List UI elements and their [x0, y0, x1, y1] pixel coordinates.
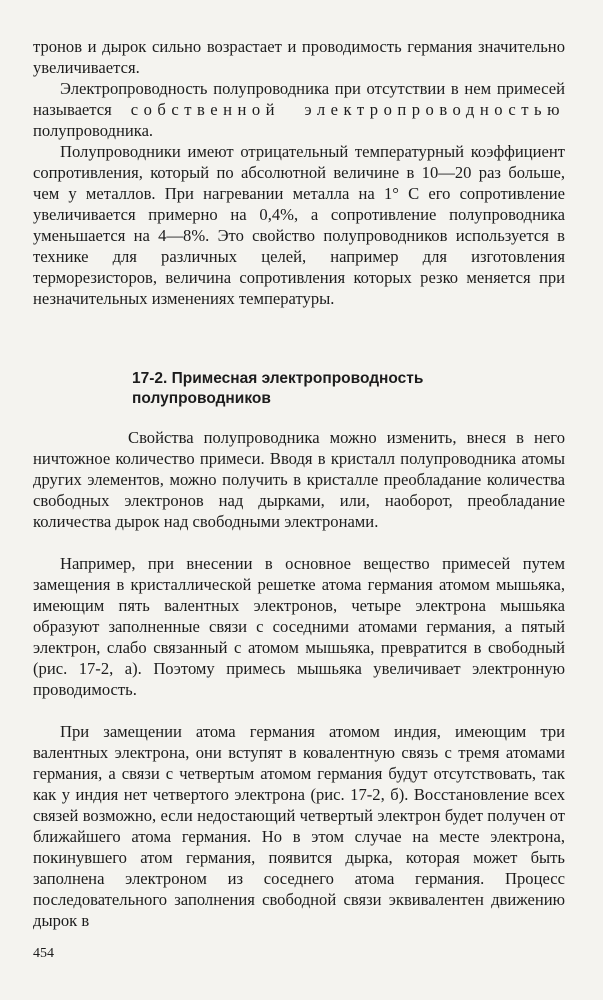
section-heading-line-2: полупроводников — [132, 390, 271, 407]
page-number: 454 — [33, 946, 54, 961]
paragraph-indium-example: При замещении атома германия атомом индия, имеющим три валентных электрона, они вступят в ковалентную связь с тремя атомами германия, а связи с четвертым атомом германия будут отсутствовать, так как у индия нет четвертого электрона (рис. 17-2, б). Восстановление всех связей возможно, если недостающий четвертый электрон будет получен от ближайшего атома германия. Но в этом случае на месте электрона, покинувшего атом германия, появится дырка, которая может быть заполнена электроном из соседнего атома германия. Процесс последовательного заполнения свободной связи эквивалентен движению дырок в — [33, 722, 565, 930]
paragraph-arsenic-example: Например, при внесении в основное вещество примесей путем замещения в кристаллической решетке атома германия атомом мышьяка, имеющим пять валентных электронов, четыре электрона мышьяка образуют заполненные связи с соседними атомами германия, а пятый электрон, слабо связанный с атомом мышьяка, превратится в свободный (рис. 17-2, а). Поэтому примесь мышьяка увеличивает электронную проводимость. — [33, 554, 565, 699]
paragraph-impurity-properties: Свойства полупроводника можно изменить, внеся в него ничтожное количество примеси. Вводя в кристалл полупроводника атомы других элементов, можно получить в кристалле преобладание количества свободных электронов над дырками, или, наоборот, преобладание количества дырок над свободными электронами. — [33, 428, 565, 531]
spaced-term: собственной электропроводностью — [130, 100, 565, 119]
section-heading — [132, 369, 532, 409]
paragraph-continued: тронов и дырок сильно возрастает и проводимость германия значительно увеличивается. — [33, 37, 565, 77]
paragraph-intrinsic-text-before: Электропроводность полупроводника при отсутствии в нем примесей называется — [33, 79, 565, 119]
section-heading-line-1: 17-2. Примесная электропроводность — [132, 370, 424, 387]
paragraph-intrinsic-text-after: полупроводника. — [33, 121, 154, 140]
paragraph-temperature-coefficient: Полупроводники имеют отрицательный температурный коэффициент сопротивления, который по абсолютной величине в 10—20 раз больше, чем у металлов. При нагревании металла на 1° С его сопротивление увеличивается примерно на 0,4%, а сопротивление полупроводника уменьшается на 4—8%. Это свойство полупроводников используется в технике для различных целей, например для изготовления терморезисторов, величина сопротивления которых резко меняется при незначительных изменениях температуры. — [33, 142, 565, 308]
paragraph-intrinsic-conductivity — [33, 78, 565, 141]
